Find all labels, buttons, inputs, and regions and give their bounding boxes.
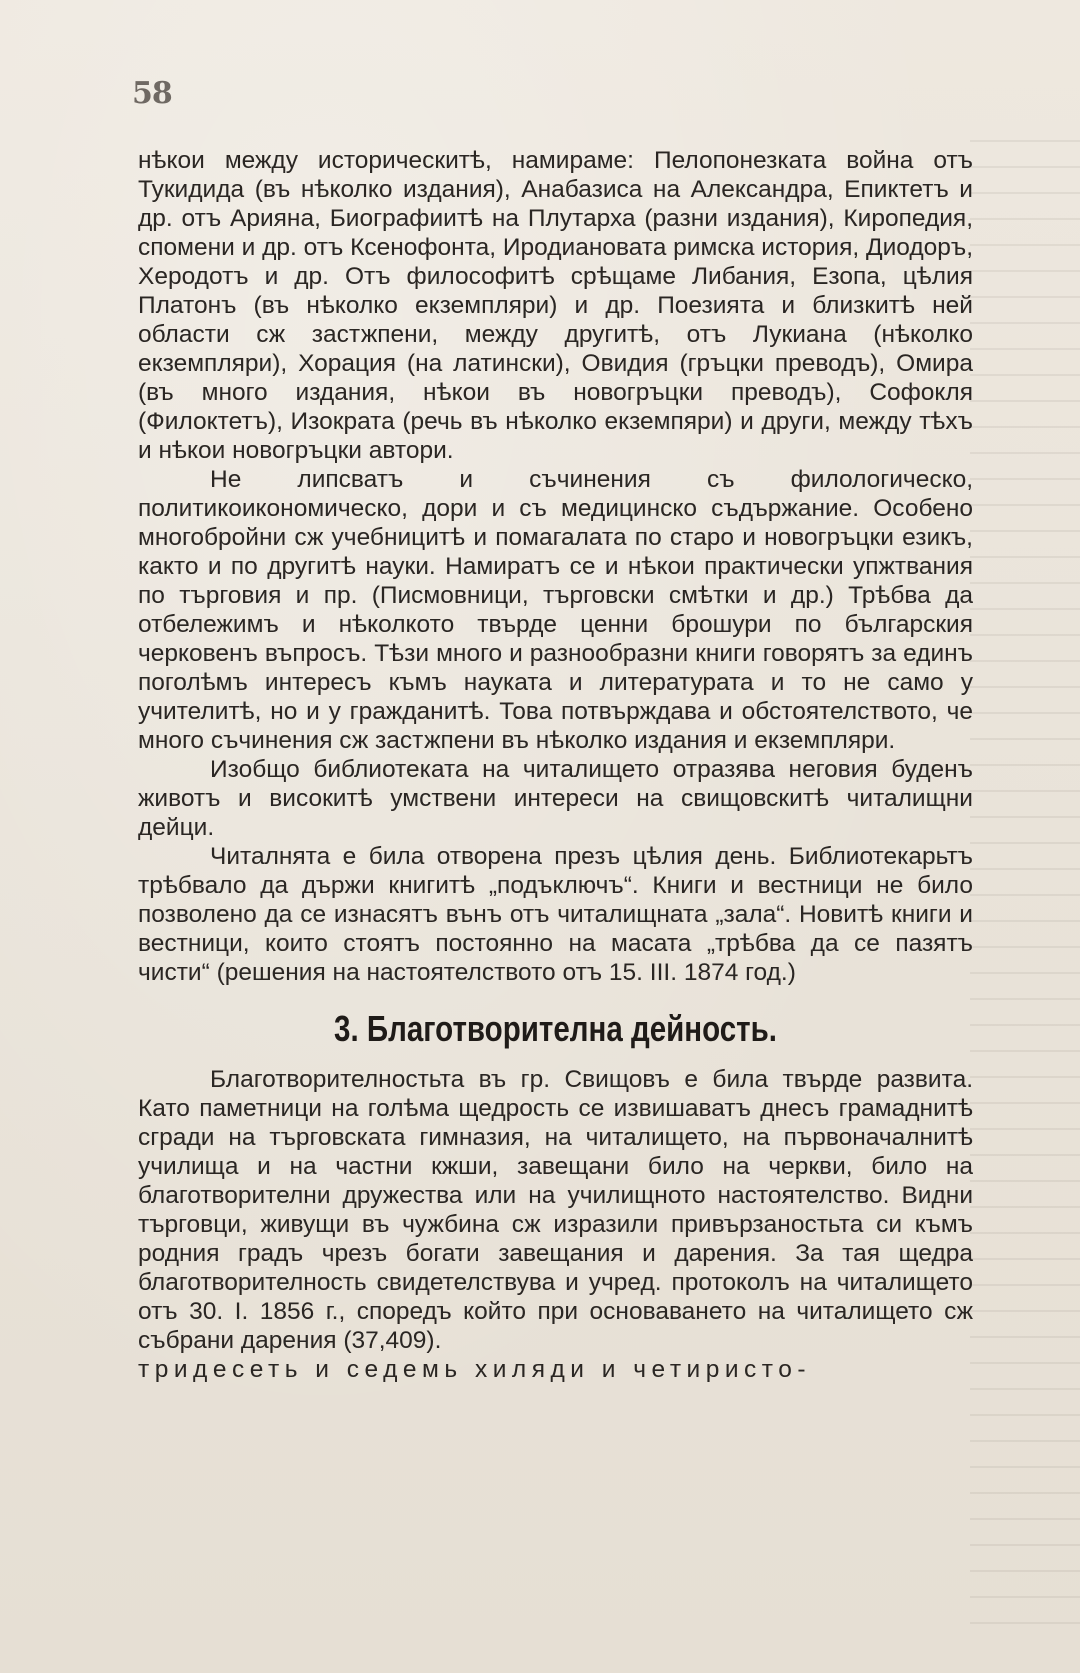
paragraph-other-works: Не липсватъ и съчинения съ филологическо, политикоикономическо, дори и съ медицинско съдържание. Особено многобройни сж учебницитѣ и помагалата по старо и новогръцки езикъ, както и по другитѣ науки. Намиратъ се и нѣкои практически упжтвания по търговия и пр. (Писмовници, търговски смѣтки и др.) Трѣбва да отбележимъ и нѣколкото твърде ценни брошури по българския черковенъ въпросъ. Тѣзи много и разнообразни книги говорятъ за единъ поголѣмъ интересъ къмъ науката и литературата и то не само у учителитѣ, но и у гражданитѣ. Това потвърждава и обстоятелството, че много съчинения сж застжпени въ нѣколко издания и екземпляри. — [138, 466, 973, 754]
paragraph-charity: Благотворителностьта въ гр. Свищовъ е била твърде развита. Като паметници на голѣма щедрость се извишаватъ днесъ грамаднитѣ сгради на търговската гимназия, на читалището, на първоначалнитѣ училища и на частни кжши, завещани било на черкви, било на благотворителни дружества или на училищното настоятелство. Видни търговци, живущи въ чужбина сж изразили привързаностьта си къмъ родния градъ чрезъ богати завещания и дарения. За тая щедра благотворителность свидетелствува и учред. протоколъ на читалището отъ 30. I. 1856 г., споредъ който при основаването на читалището сж събрани дарения (37,409). — [138, 1066, 973, 1354]
show-through-bleed — [970, 140, 1080, 1640]
body-text-column — [138, 146, 973, 1384]
paragraph-reading-room: Читалнята е била отворена презъ цѣлия день. Библиотекарьтъ трѣбвало да държи книгитѣ „подъключъ“. Книги и вестници не било позволено да се изнасятъ вънъ отъ читалищната „зала“. Новитѣ книги и вестници, които стоятъ постоянно на масата „трѣбва да се пазятъ чисти“ (решения на настоятелството отъ 15. III. 1874 год.) — [138, 843, 973, 986]
page-number: 58 — [132, 76, 172, 111]
paragraph-historians: нѣкои между историческитѣ, намираме: Пелопонезката война отъ Тукидида (въ нѣколко издания), Анабазиса на Александра, Епиктетъ и др. отъ Арияна, Биографиитѣ на Плутарха (разни издания), Киропедия, спомени и др. отъ Ксенофонта, Иродиановата римска история, Диодоръ, Херодотъ и др. Отъ философитѣ срѣщаме Либания, Езопа, цѣлия Платонъ (въ нѣколко екземпляри) и др. Поезията и близкитѣ ней области сж застжпени, между другитѣ, отъ Лукиана (нѣколко екземпляри), Хорация (на латински), Овидия (гръцки преводъ), Омира (въ много издания, нѣкои въ новогръцки преводъ), Софокля (Филоктетъ), Изократа (речь въ нѣколко екземпяри) и други, между тѣхъ и нѣкои новогръцки автори. — [138, 147, 974, 464]
paragraph-spaced-line: тридесеть и седемь хиляди и четиристо- — [138, 1356, 812, 1383]
paragraph-library-summary: Изобщо библиотеката на читалището отразява неговия буденъ животъ и високитѣ умствени интереси на свищовскитѣ читалищни дейци. — [138, 756, 973, 841]
section-heading: 3. Благотворителна дейность. — [334, 1008, 777, 1049]
